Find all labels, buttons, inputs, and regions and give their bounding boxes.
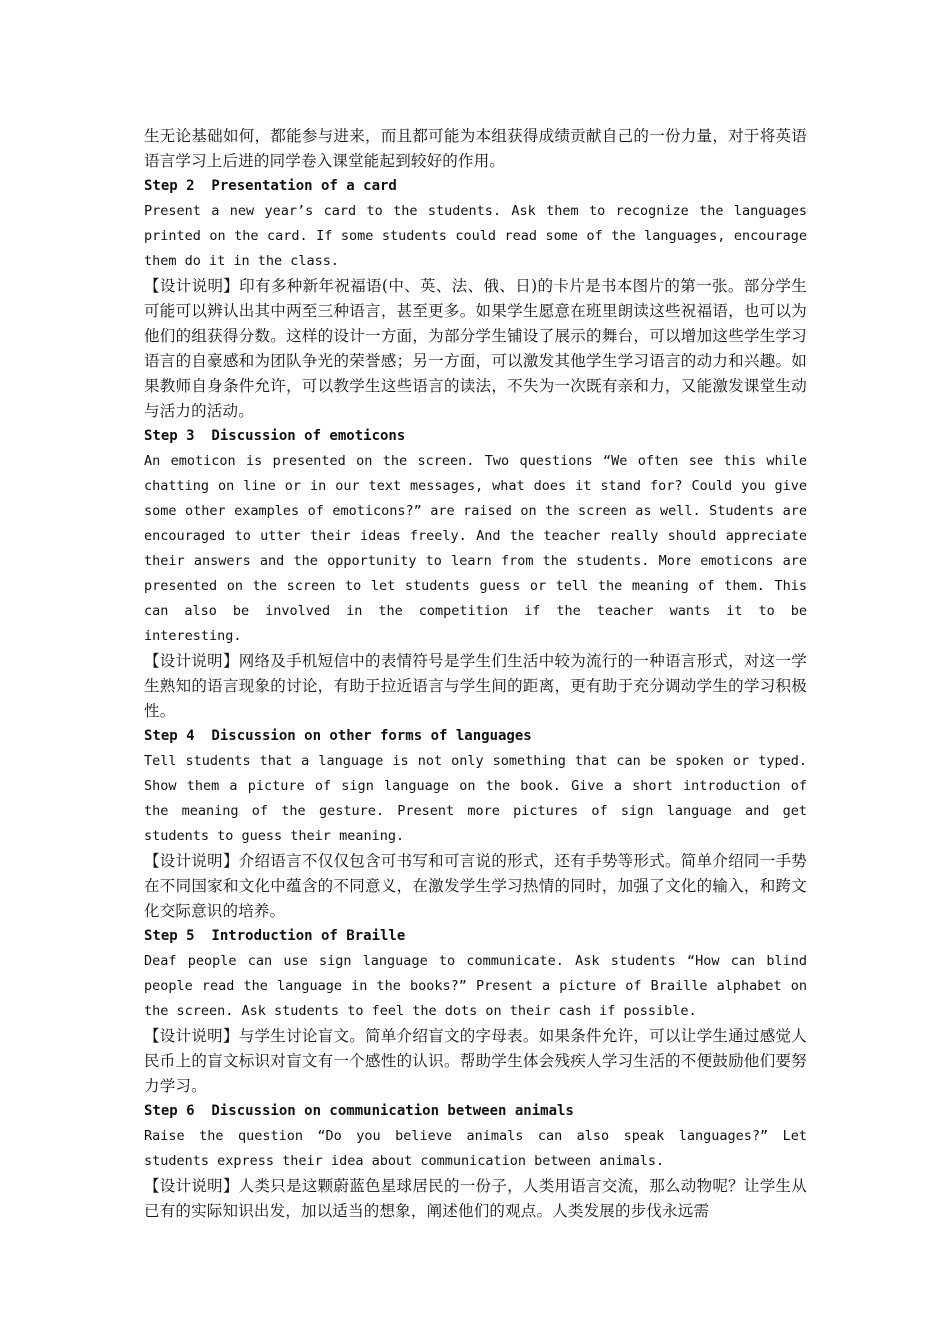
step-2-design-note: 【设计说明】印有多种新年祝福语(中、英、法、俄、日)的卡片是书本图片的第一张。部分学生可能可以辨认出其中两至三种语言，甚至更多。如果学生愿意在班里朗读这些祝福语，也可以为他们的组获得分数。这样的设计一方面，为部分学生铺设了展示的舞台，可以增加这些学生学习语言的自豪感和为团队争光的荣誉感；另一方面，可以激发其他学生学习语言的动力和兴趣。如果教师自身条件允许，可以教学生这些语言的读法，不失为一次既有亲和力，又能激发课堂生动与活力的活动。 [144,277,807,420]
step-3-design-note: 【设计说明】网络及手机短信中的表情符号是学生们生活中较为流行的一种语言形式，对这一学生熟知的语言现象的讨论，有助于拉近语言与学生间的距离，更有助于充分调动学生的学习积极性。 [144,652,807,720]
step-3-body: An emoticon is presented on the screen. Two questions “We often see this while chatting on line or in our text messages, what does it stand for? Could you give some other examples of emoticons?” are raised on the screen as well. Students are encouraged to utter their ideas freely. And the teacher really should appreciate their answers and the opportunity to learn from the students. More emoticons are presented on the screen to let students guess or tell the meaning of them. This can also be involved in the competition if the teacher wants it to be interesting. [144,453,807,644]
step-4-body: Tell students that a language is not only something that can be spoken or typed. Show them a picture of sign language on the book. Give a short introduction of the meaning of the gesture. Present more pictures of sign language and get students to guess their meaning. [144,753,807,844]
step-2-body: Present a new year’s card to the students. Ask them to recognize the languages printed on the card. If some students could read some of the languages, encourage them do it in the class. [144,203,807,269]
step-4-design-note: 【设计说明】介绍语言不仅仅包含可书写和可言说的形式，还有手势等形式。简单介绍同一手势在不同国家和文化中蕴含的不同意义，在激发学生学习热情的同时，加强了文化的输入，和跨文化交际意识的培养。 [144,852,807,920]
intro-paragraph: 生无论基础如何，都能参与进来，而且都可能为本组获得成绩贡献自己的一份力量，对于将英语语言学习上后进的同学卷入课堂能起到较好的作用。 [144,127,807,170]
step-5-design-note: 【设计说明】与学生讨论盲文。简单介绍盲文的字母表。如果条件允许，可以让学生通过感觉人民币上的盲文标识对盲文有一个感性的认识。帮助学生体会残疾人学习生活的不便鼓励他们要努力学习。 [144,1027,807,1095]
step-3-heading: Step 3 Discussion of emoticons [144,428,406,444]
document-page [144,124,807,1224]
step-6-heading: Step 6 Discussion on communication between animals [144,1103,574,1119]
step-4-heading: Step 4 Discussion on other forms of languages [144,728,532,744]
step-5-heading: Step 5 Introduction of Braille [144,928,406,944]
step-6-design-note: 【设计说明】人类只是这颗蔚蓝色星球居民的一份子，人类用语言交流，那么动物呢？让学生从已有的实际知识出发，加以适当的想象，阐述他们的观点。人类发展的步伐永远需 [144,1177,807,1220]
step-6-body: Raise the question “Do you believe animals can also speak languages?” Let students express their idea about communication between animals. [144,1128,807,1169]
step-5-body: Deaf people can use sign language to communicate. Ask students “How can blind people read the language in the books?” Present a picture of Braille alphabet on the screen. Ask students to feel the dots on their cash if possible. [144,953,807,1019]
step-2-heading: Step 2 Presentation of a card [144,178,397,194]
